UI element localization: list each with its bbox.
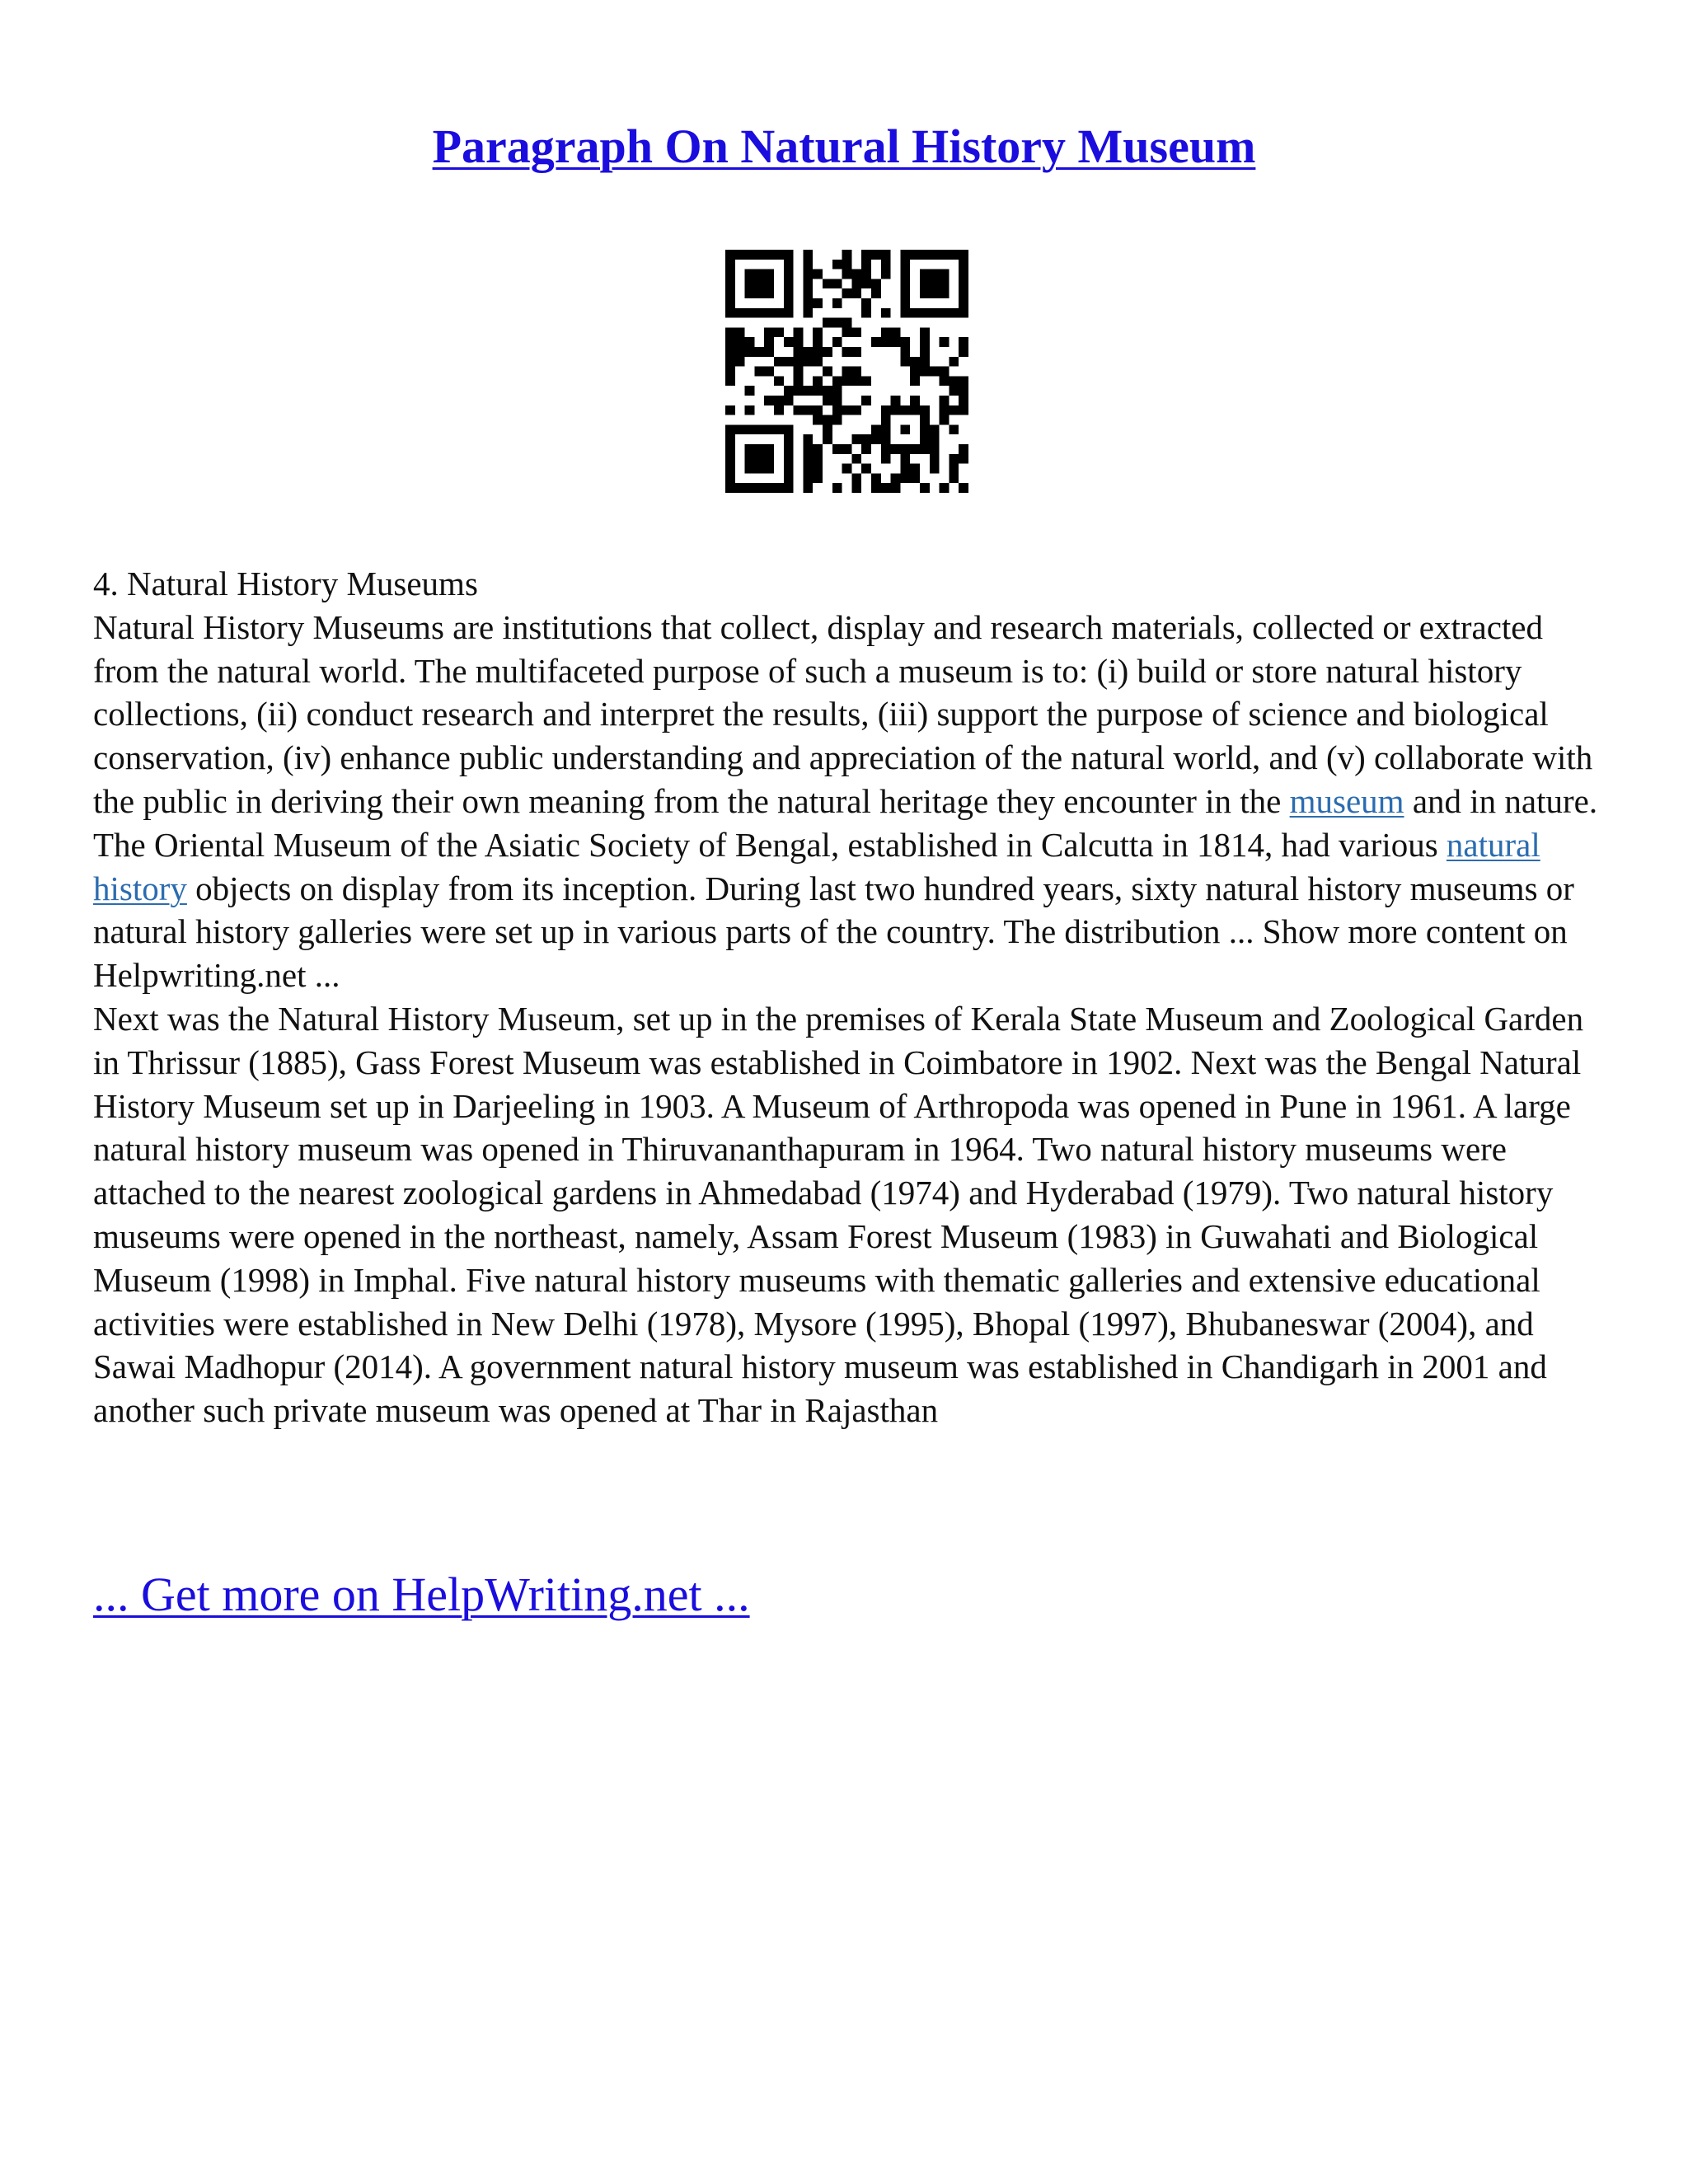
- paragraph-text: Natural History Museums are institutions that collect, display and research materials, collected or extracted from the natural world. The multifaceted purpose of such a museum is to: (i) build or store natural history collections, (ii) conduct research and interpret the results, (iii) support the purpose of science and biological conservation, (iv) enhance public understanding and appreciation of the natural world, and (v) collaborate with the public in deriving their own meaning from the natural heritage they encounter in the: [93, 607, 1593, 820]
- paragraph-oriental-museum: [93, 823, 1601, 997]
- paragraph-text: and in nature.: [1404, 781, 1598, 820]
- paragraph-institutions: [93, 606, 1601, 823]
- museum-link[interactable]: museum: [1289, 781, 1404, 820]
- paragraph-museum-list: Next was the Natural History Museum, set up in the premises of Kerala State Museum and Zoological Garden in Thrissur (1885), Gass Forest Museum was established in Coimbatore in 1902. Next was the Bengal Natural History Museum set up in Darjeeling in 1903. A Museum of Arthropoda was opened in Pune in 1961. A large natural history museum was opened in Thiruvananthapuram in 1964. Two natural history museums were attached to the nearest zoological gardens in Ahmedabad (1974) and Hyderabad (1979). Two natural history museums were opened in the northeast, namely, Assam Forest Museum (1983) in Guwahati and Biological Museum (1998) in Imphal. Five natural history museums with thematic galleries and extensive educational activities were established in New Delhi (1978), Mysore (1995), Bhopal (1997), Bhubaneswar (2004), and Sawai Madhopur (2014). A government natural history museum was established in Chandigarh in 2001 and another such private museum was opened at Thar in Rajasthan: [93, 999, 1584, 1430]
- page-title: [0, 114, 1688, 180]
- natural-history-link[interactable]: natural history: [93, 825, 1540, 907]
- get-more-link[interactable]: ... Get more on HelpWriting.net ...: [93, 1568, 750, 1621]
- section-heading: 4. Natural History Museums: [93, 565, 478, 602]
- article-body: [93, 562, 1601, 1432]
- title-link[interactable]: Paragraph On Natural History Museum: [432, 120, 1256, 173]
- get-more-line: [93, 1562, 750, 1628]
- paragraph-text: objects on display from its inception. During last two hundred years, sixty natural history museums or natural history galleries were set up in various parts of the country. The distribution ... Show more content on Helpwriting.net ...: [93, 869, 1574, 995]
- qr-code-icon: [725, 250, 968, 493]
- paragraph-text: The Oriental Museum of the Asiatic Society of Bengal, established in Calcutta in 1814, had various: [93, 825, 1447, 864]
